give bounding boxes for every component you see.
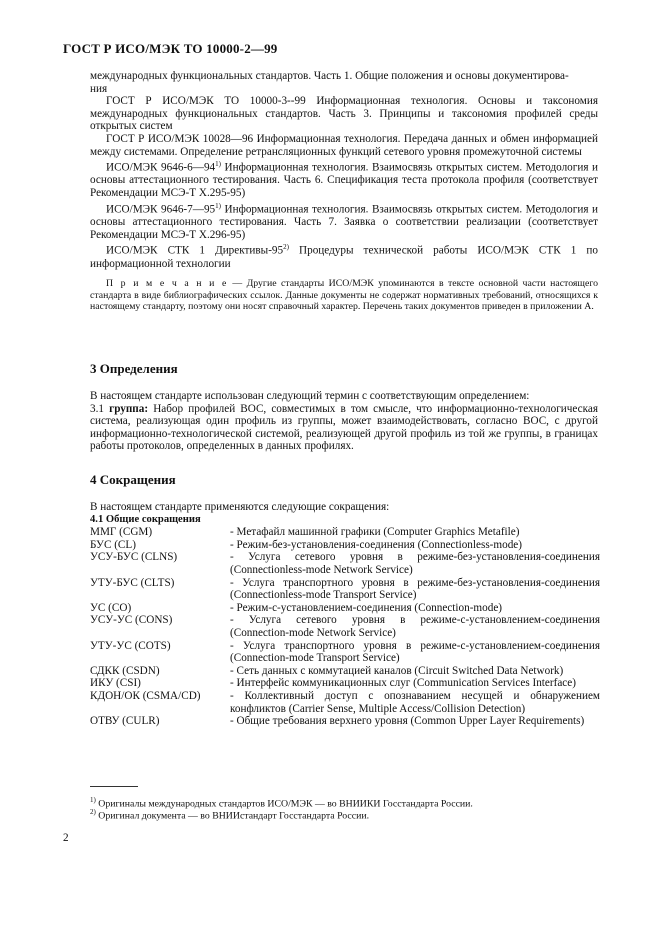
abbreviation: УСУ-УС (CONS) — [90, 614, 173, 627]
abbreviation-description: - Услуга сетевого уровня в режиме-с-установлением-соединения (Connection-mode Network Service) — [230, 614, 600, 639]
note-text: — Другие стандарты ИСО/МЭК упоминаются в тексте основной части настоящего стандарта в виде библиографических ссылок. Данные документы не содержат нормативных требований, относящихся к настоящему стандарту, поэтому они носят справочный характер. Перечень таких документов приведен в приложении А. — [90, 278, 598, 313]
abbreviation-description: - Услуга сетевого уровня в режиме-без-установления-соединения (Connectionless-mode Network Service) — [230, 551, 600, 576]
reference-item: ГОСТ Р ИСО/МЭК 10028—96 Информационная технология. Передача данных и обмен информацией между системами. Определение ретрансляционных функций сетевого уровня промежуточной системы — [90, 132, 598, 158]
running-header: ГОСТ Р ИСО/МЭК ТО 10000-2—99 — [63, 41, 278, 56]
intro-line-tail: ния — [90, 82, 108, 95]
definition-paragraph — [90, 403, 598, 453]
abbreviation: УСУ-БУС (CLNS) — [90, 551, 178, 564]
abbreviation-description: - Режим-без-установления-соединения (Connectionless-mode) — [230, 538, 522, 551]
reference-code: ИСО/МЭК 9646-7—95 — [106, 203, 216, 216]
footnote-text: Оригинал документа — во ВНИИстандарт Госстандарта России. — [95, 810, 370, 822]
abbreviations-block — [90, 501, 600, 728]
abbreviation: ОТВУ (CULR) — [90, 715, 160, 728]
abbreviation: КДОН/ОК (CSMA/CD) — [90, 689, 201, 702]
page-number: 2 — [63, 832, 69, 844]
abbreviation: УТУ-БУС (CLTS) — [90, 576, 175, 589]
abbreviation-description: - Интерфейс коммуникационных слуг (Communication Services Interface) — [230, 677, 576, 690]
section-3-body — [90, 390, 598, 453]
section-4-heading: 4 Сокращения — [90, 472, 176, 487]
footnote-marker: 1) — [215, 160, 221, 169]
abbreviation-row — [90, 715, 600, 728]
reference-item: ГОСТ Р ИСО/МЭК ТО 10000-3--99 Информационная технология. Основы и таксономия международных функциональных стандартов. Часть 3. Принципы и таксономия профилей среды открытых систем — [90, 95, 598, 133]
reference-title: Информационная технология. Взаимосвязь открытых систем. Методология и основы аттестационного тестирования. Часть 7. Заявка о соответствии реализации (соответствует Рекомендации МСЭ-Т X.296-95) — [90, 203, 598, 241]
abbreviation-row — [90, 677, 600, 690]
abbreviation-row — [90, 602, 600, 615]
abbreviation-description: - Коллективный доступ с опознаванием несущей и обнаружением конфликтов (Carrier Sense, Multiple Access/Collision Detection) — [230, 689, 600, 715]
footnote-marker: 1) — [215, 201, 221, 210]
abbreviation-row — [90, 665, 600, 678]
reference-code: ИСО/МЭК 9646-6—94 — [106, 161, 216, 174]
abbreviation-row — [90, 539, 600, 552]
term: группа: — [109, 402, 149, 415]
abbreviation-row — [90, 551, 600, 576]
abbreviation: УС (CO) — [90, 601, 132, 614]
reference-code: ИСО/МЭК СТК 1 Директивы-95 — [106, 244, 284, 257]
reference-item — [90, 200, 598, 242]
footnote-2 — [90, 806, 369, 822]
intro-line-text: международных функциональных стандартов. Часть 1. Общие положения и основы документирова- — [90, 70, 569, 82]
abbreviation-row — [90, 690, 600, 715]
footnote-marker: 2) — [283, 243, 289, 252]
abbreviation-description: - Сеть данных с коммутацией каналов (Circuit Switched Data Network) — [230, 664, 564, 677]
abbreviation: УТУ-УС (COTS) — [90, 639, 171, 652]
abbreviation-row — [90, 577, 600, 602]
footnote-text: Оригиналы международных стандартов ИСО/МЭК — во ВНИИКИ Госстандарта России. — [95, 798, 473, 810]
intro-line — [90, 70, 598, 95]
abbreviation: БУС (CL) — [90, 538, 136, 551]
abbreviation-row — [90, 526, 600, 539]
reference-item — [90, 158, 598, 200]
footnote-divider — [90, 786, 138, 787]
reference-item — [90, 241, 598, 270]
abbreviation: ММГ (CGM) — [90, 526, 153, 539]
abbreviation-description: - Режим-с-установлением-соединения (Connection-mode) — [230, 601, 503, 614]
reference-title: Информационная технология. Взаимосвязь открытых систем. Методология и основы аттестационного тестирования. Часть 6. Спецификация теста протокола профиля (соответствует Рекомендации МСЭ-Т X.295-95) — [90, 161, 598, 200]
footnote-mark: 1) — [90, 796, 96, 804]
section-4-intro: В настоящем стандарте применяются следующие сокращения: — [90, 501, 390, 513]
note-paragraph — [90, 278, 598, 313]
references-block — [90, 70, 598, 313]
abbreviation-description: - Общие требования верхнего уровня (Common Upper Layer Requirements) — [230, 715, 585, 728]
abbreviation-description: - Услуга транспортного уровня в режиме-без-установления-соединения (Connectionless-mode Transport Service) — [230, 576, 600, 602]
abbreviation-row — [90, 640, 600, 665]
abbreviation-row — [90, 614, 600, 639]
reference-title: Процедуры технической работы ИСО/МЭК СТК 1 по информационной технологии — [90, 244, 598, 270]
term-number: 3.1 — [90, 402, 110, 415]
abbreviation: СДКК (CSDN) — [90, 664, 160, 677]
section-3-intro: В настоящем стандарте использован следующий термин с соответствующим определением: — [90, 390, 530, 402]
section-3-heading: 3 Определения — [90, 361, 178, 376]
abbreviation-description: - Услуга транспортного уровня в режиме-с-установлением-соединения (Connection-mode Transport Service) — [230, 639, 600, 665]
subsection-heading: 4.1 Общие сокращения — [90, 513, 201, 525]
note-label: П р и м е ч а н и е — [106, 278, 228, 290]
footnote-mark: 2) — [90, 808, 96, 816]
abbreviation: ИКУ (CSI) — [90, 677, 141, 690]
term-definition: Набор профилей ВОС, совместимых в том смысле, что информационно-технологическая система, реализующая один профиль из группы, может взаимодействовать, согласно ВОС, с другой информационно-технологической системой, реализующей другой профиль из той же группы, в границах работы протоколов, определенных в данных профилях. — [90, 402, 599, 453]
abbreviation-description: - Метафайл машинной графики (Computer Graphics Metafile) — [230, 526, 520, 539]
